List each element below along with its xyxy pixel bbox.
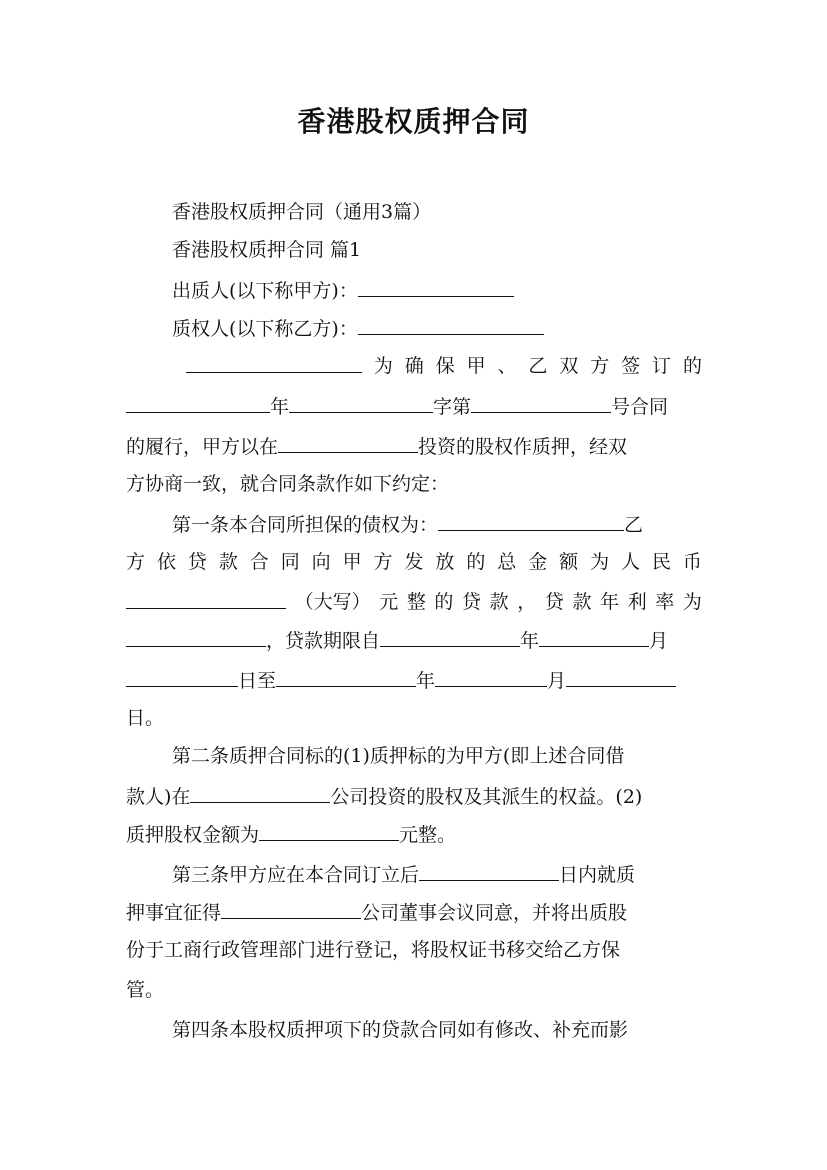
text-char: 元	[379, 591, 399, 613]
text-run: 字第	[433, 396, 472, 418]
blank-field	[380, 628, 520, 647]
blank-field	[126, 628, 266, 647]
text-run: 公司董事会议同意，并将出质股	[361, 902, 628, 924]
text-run: 质押股权金额为	[126, 824, 260, 846]
blank-field	[276, 668, 416, 687]
text-char: 率	[655, 591, 675, 613]
paragraph-line	[126, 900, 702, 925]
text-char: 款	[572, 591, 592, 613]
article-1-line	[172, 512, 702, 537]
text-char: 为	[590, 551, 610, 573]
pledgee-blank	[358, 316, 544, 335]
text-char: 方	[373, 551, 393, 573]
paragraph-line	[126, 550, 702, 574]
text-char: 订	[652, 355, 672, 377]
text-run: 年	[270, 396, 290, 418]
text-run: 款人)在	[126, 786, 191, 808]
text-run: 日至	[238, 670, 277, 692]
text-char: 贷	[544, 591, 564, 613]
blank-field	[126, 590, 286, 609]
paragraph-line	[126, 784, 702, 809]
text-char: 甲	[342, 551, 362, 573]
paragraph-line: 日。	[126, 707, 165, 729]
text-char: 贷	[462, 591, 482, 613]
text-char: 发	[404, 551, 424, 573]
text-run: 投资的股权作质押，经双	[418, 436, 628, 458]
text-run: ，贷款期限自	[266, 630, 381, 652]
blank-field	[190, 784, 330, 803]
text-run: 年	[520, 630, 540, 652]
paragraph-line	[126, 590, 702, 614]
text-char: 利	[627, 591, 647, 613]
pledgee-label: 质权人(以下称乙方)：	[172, 318, 358, 340]
text-char: 贷	[187, 551, 207, 573]
blank-field	[259, 822, 399, 841]
text-char: 年	[600, 591, 620, 613]
text-char: 确	[404, 355, 424, 377]
blank-field	[566, 668, 676, 687]
text-char: 甲	[466, 355, 486, 377]
article-2-line: 第二条质押合同标的(1)质押标的为甲方(即上述合同借	[172, 745, 625, 767]
text-char: 为	[373, 355, 393, 377]
text-char: 乙	[528, 355, 548, 377]
article-3-line	[172, 862, 702, 887]
text-char: 的	[682, 355, 702, 377]
text-run: 的履行，甲方以在	[126, 436, 279, 458]
text-char: 人	[621, 551, 641, 573]
text-char: 额	[559, 551, 579, 573]
text-char: 双	[559, 355, 579, 377]
text-run: 乙	[624, 514, 644, 536]
blank-field	[435, 668, 547, 687]
text-char: 同	[280, 551, 300, 573]
text-char: 签	[621, 355, 641, 377]
text-char: 为	[682, 591, 702, 613]
blank-field	[186, 354, 362, 373]
article-4-line: 第四条本股权质押项下的贷款合同如有修改、补充而影	[172, 1019, 629, 1041]
blank-field	[289, 394, 433, 413]
text-char: 方	[590, 355, 610, 377]
text-run: 年	[416, 670, 436, 692]
paragraph-line	[126, 394, 702, 419]
text-char: 款	[489, 591, 509, 613]
blank-field	[438, 512, 624, 531]
section-heading: 香港股权质押合同 篇1	[172, 239, 362, 261]
text-char: 方	[126, 551, 146, 573]
text-run: 号合同	[611, 396, 669, 418]
text-char: 整	[406, 591, 426, 613]
text-run: 押事宜征得	[126, 902, 222, 924]
blank-field	[126, 668, 238, 687]
paragraph-line	[126, 628, 702, 653]
text-char: 款	[218, 551, 238, 573]
pledgor-line	[172, 278, 702, 303]
paragraph-line: 方协商一致，就合同条款作如下约定：	[126, 473, 450, 495]
text-run: 公司投资的股权及其派生的权益。(2)	[330, 786, 643, 808]
text-char: 的	[434, 591, 454, 613]
paragraph-line	[126, 434, 702, 459]
blank-field	[539, 628, 649, 647]
text-char: 总	[497, 551, 517, 573]
text-run: 日内就质	[559, 864, 636, 886]
pledgor-label: 出质人(以下称甲方)：	[172, 280, 358, 302]
paragraph-line: 管。	[126, 979, 165, 1001]
blank-field	[419, 862, 559, 881]
text-char: 民	[651, 551, 671, 573]
paragraph-line	[126, 822, 702, 847]
text-run: 元整。	[399, 824, 457, 846]
pledgor-blank	[358, 278, 514, 297]
text-char: 金	[528, 551, 548, 573]
text-run: 月	[649, 630, 669, 652]
text-char: 、	[497, 355, 517, 377]
doc-subtitle: 香港股权质押合同（通用3篇）	[172, 201, 432, 223]
text-char: 保	[435, 355, 455, 377]
text-char: ，	[517, 591, 537, 613]
text-run: 第一条本合同所担保的债权为：	[172, 514, 439, 536]
text-char: （大写）	[294, 591, 371, 613]
paragraph-line	[126, 668, 702, 693]
text-char: 的	[466, 551, 486, 573]
text-char: 合	[249, 551, 269, 573]
page-title: 香港股权质押合同	[297, 105, 530, 138]
blank-field	[126, 394, 270, 413]
text-char: 向	[311, 551, 331, 573]
blank-field	[278, 434, 418, 453]
blank-field	[471, 394, 611, 413]
paragraph-line	[186, 354, 702, 378]
pledgee-line	[172, 316, 702, 341]
text-char: 放	[435, 551, 455, 573]
text-run: 第三条甲方应在本合同订立后	[172, 864, 420, 886]
paragraph-line: 份于工商行政管理部门进行登记，将股权证书移交给乙方保	[126, 939, 621, 961]
blank-field	[221, 900, 361, 919]
text-char: 依	[156, 551, 176, 573]
text-run: 月	[547, 670, 567, 692]
text-char: 币	[682, 551, 702, 573]
